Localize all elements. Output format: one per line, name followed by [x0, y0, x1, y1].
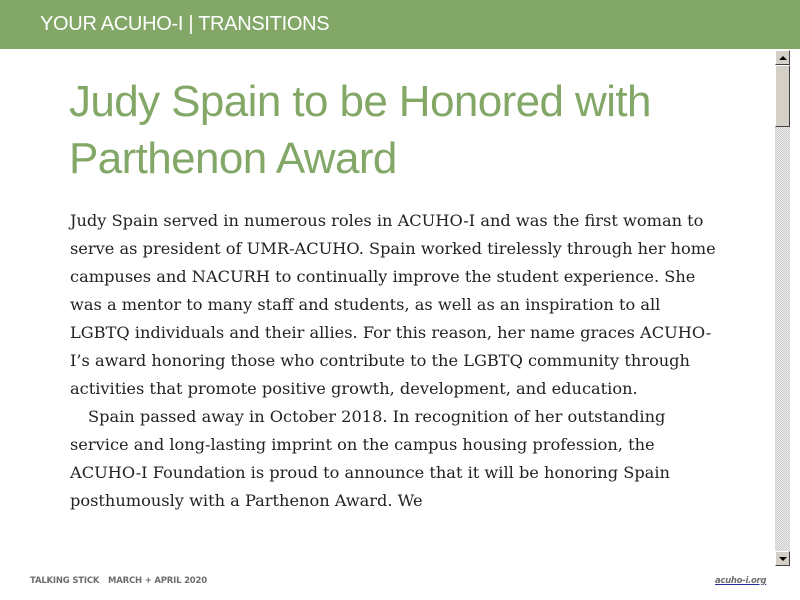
article-paragraph-2: Spain passed away in October 2018. In recognition of her outstanding service and long-lasting imprint on the campus housing profession, the ACUHO-I Foundation is proud to announce that it will be honoring Spain posthumously with a Parthenon Award. We	[70, 407, 670, 510]
section-header-bar	[0, 0, 800, 49]
scroll-up-button[interactable]	[775, 50, 790, 65]
footer-issue: MARCH + APRIL 2020	[108, 576, 207, 586]
scroll-thumb[interactable]	[775, 65, 790, 127]
footer-publication: TALKING STICK	[30, 576, 100, 586]
footer-publication-info	[30, 576, 207, 586]
footer-website-link[interactable]: acuho-i.org	[715, 576, 767, 586]
section-title: YOUR ACUHO-I | TRANSITIONS	[40, 13, 330, 35]
arrow-down-icon	[779, 557, 787, 561]
vertical-scrollbar[interactable]	[775, 50, 790, 566]
scroll-down-button[interactable]	[775, 551, 790, 566]
article-content	[0, 49, 775, 566]
arrow-up-icon	[779, 56, 787, 60]
article-title: Judy Spain to be Honored with Parthenon Award	[69, 77, 651, 183]
article-paragraph-1: Judy Spain served in numerous roles in ACUHO-I and was the first woman to serve as president of UMR-ACUHO. Spain worked tirelessly through her home campuses and NACURH to continually improve the student experience. She was a mentor to many staff and students, as well as an inspiration to all LGBTQ individuals and their allies. For this reason, her name graces ACUHO-I’s award honoring those who contribute to the LGBTQ community through activities that promote positive growth, development, and education.	[70, 211, 716, 398]
article-body	[70, 207, 720, 515]
